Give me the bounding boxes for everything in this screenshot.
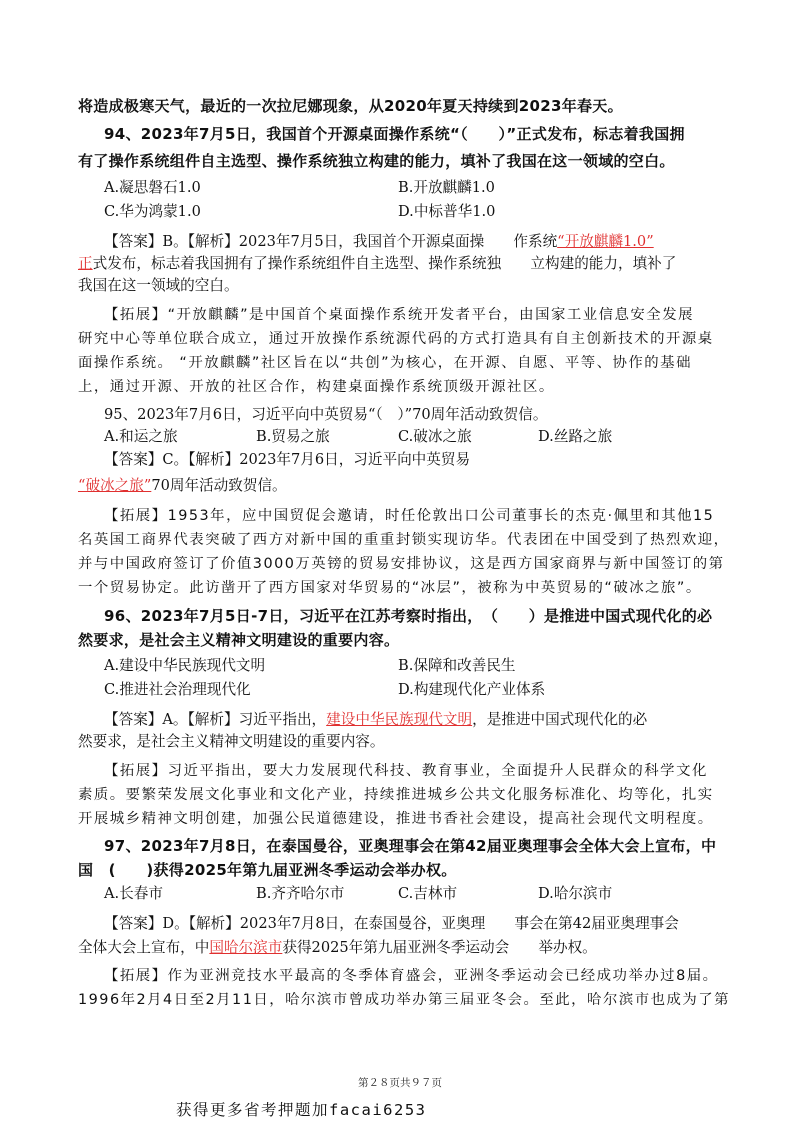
q94-answer-line3: 我国在这一领域的空白。 xyxy=(78,277,239,294)
q94-answer-highlight-2: 正 xyxy=(78,255,93,272)
q95-answer-highlight: “破冰之旅” xyxy=(78,477,152,494)
question-94-line2: 有了操作系统组件自主选型、操作系统独立构建的能力，填补了我国在这一领域的空白。 xyxy=(78,152,675,170)
q95-extension-line3: 并与中国政府签订了价值3000万英镑的贸易安排协议，这是西方国家商界与新中国签订的第 xyxy=(78,556,725,572)
q96-extension-line2: 素质。要繁荣发展文化事业和文化产业，持续推进城乡公共文化服务标准化、均等化，扎实 xyxy=(78,787,714,803)
q97-extension-line1: 【拓展】作为亚洲竞技水平最高的冬季体育盛会，亚洲冬季运动会已经成功举办过8届。 xyxy=(104,968,719,984)
q96-answer-text: 【答案】A。【解析】习近平指出， xyxy=(104,711,327,728)
q95-answer-line2 xyxy=(78,476,287,496)
q97-option-a: A.长春市 xyxy=(104,885,163,902)
q97-extension-line2: 1996年2月4日至2月11日，哈尔滨市曾成功举办第三届亚冬会。至此，哈尔滨市也成为了第 xyxy=(78,992,731,1008)
q94-answer-text: 【答案】B。【解析】2023年7月5日，我国首个开源桌面操 作系统 xyxy=(104,233,558,250)
q94-option-a: A.凝思磐石1.0 xyxy=(104,179,201,196)
q97-answer-line2 xyxy=(78,938,597,958)
promo-text: 获得更多省考押题加facai6253 xyxy=(176,1101,427,1119)
q94-answer-highlight: “开放麒麟1.0” xyxy=(557,233,654,250)
q97-option-b: B.齐齐哈尔市 xyxy=(256,885,345,902)
q96-answer-text-2: ，是推进中国式现代化的必 xyxy=(472,711,648,728)
q97-option-d: D.哈尔滨市 xyxy=(538,885,613,902)
q96-answer-line1 xyxy=(104,710,647,730)
q96-answer-highlight: 建设中华民族现代文明 xyxy=(326,711,473,728)
q95-extension-line1: 【拓展】1953年，应中国贸促会邀请，时任伦敦出口公司董事长的杰克·佩里和其他15 xyxy=(104,508,715,524)
q95-option-d: D.丝路之旅 xyxy=(538,428,613,445)
q94-extension-line3: 面操作系统。 “开放麒麟”社区旨在以“共创”为核心，在开源、自愿、平等、协作的基础 xyxy=(78,355,692,371)
q94-extension-line2: 研究中心等单位联合成立，通过开放操作系统源代码的方式打造具有自主创新技术的开源桌 xyxy=(78,331,714,347)
q96-answer-line2: 然要求，是社会主义精神文明建设的重要内容。 xyxy=(78,733,385,750)
question-97-line2: 国 ( )获得2025年第九届亚洲冬季运动会举办权。 xyxy=(78,861,457,879)
q94-extension-line1: 【拓展】“开放麒麟”是中国首个桌面操作系统开发者平台，由国家工业信息安全发展 xyxy=(104,307,694,323)
q94-option-c: C.华为鸿蒙1.0 xyxy=(104,203,201,220)
q95-option-b: B.贸易之旅 xyxy=(256,428,330,445)
q97-answer-text: 全体大会上宣布，中 xyxy=(78,939,210,956)
question-94-line1: 94、2023年7月5日，我国首个开源桌面操作系统“（ ）”正式发布，标志着我国拥 xyxy=(104,125,685,143)
q96-extension-line3: 开展城乡精神文明创建，加强公民道德建设，推进书香社会建设，提高社会现代文明程度。 xyxy=(78,811,714,827)
q95-option-a: A.和运之旅 xyxy=(104,428,178,445)
q96-option-b: B.保障和改善民生 xyxy=(398,657,516,674)
q96-option-d: D.构建现代化产业体系 xyxy=(398,681,546,698)
q96-extension-line1: 【拓展】习近平指出，要大力发展现代科技、教育事业，全面提升人民群众的科学文化 xyxy=(104,763,708,779)
q94-answer-line2 xyxy=(78,254,676,274)
q97-answer-text-2: 获得2025年第九届亚洲冬季运动会 举办权。 xyxy=(282,939,597,956)
q97-answer-line1: 【答案】D。【解析】2023年7月8日，在泰国曼谷，亚奥理 事会在第42届亚奥理事会 xyxy=(104,915,679,932)
q96-option-a: A.建设中华民族现代文明 xyxy=(104,657,266,674)
q94-answer-text-2: 式发布，标志着我国拥有了操作系统组件自主选型、操作系统独 立构建的能力，填补了 xyxy=(92,255,677,272)
page-number: 第２８页共９７页 xyxy=(358,1077,442,1089)
q95-extension-line2: 名英国工商界代表突破了西方对新中国的重重封锁实现访华。代表团在中国受到了热烈欢迎， xyxy=(78,532,730,548)
question-95-line1: 95、2023年7月6日，习近平向中英贸易“（ ）”70周年活动致贺信。 xyxy=(104,406,548,423)
q95-extension-line4: 一个贸易协定。此访凿开了西方国家对华贸易的“冰层”，被称为中英贸易的“破冰之旅”。 xyxy=(78,580,702,596)
question-96-line2: 然要求，是社会主义精神文明建设的重要内容。 xyxy=(78,631,400,649)
question-96-line1: 96、2023年7月5日-7日，习近平在江苏考察时指出， （ ）是推进中国式现代化的必 xyxy=(104,607,713,625)
q95-answer-text-2: 70周年活动致贺信。 xyxy=(151,477,287,494)
q97-answer-highlight: 国哈尔滨市 xyxy=(209,939,283,956)
q94-option-d: D.中标普华1.0 xyxy=(398,203,496,220)
q95-option-c: C.破冰之旅 xyxy=(398,428,472,445)
q94-answer-line1 xyxy=(104,232,654,252)
q94-option-b: B.开放麒麟1.0 xyxy=(398,179,495,196)
q96-option-c: C.推进社会治理现代化 xyxy=(104,681,251,698)
q94-extension-line4: 上，通过开源、开放的社区合作，构建桌面操作系统顶级开源社区。 xyxy=(78,379,555,395)
q97-option-c: C.吉林市 xyxy=(398,885,458,902)
question-97-line1: 97、2023年7月8日，在泰国曼谷，亚奥理事会在第42届亚奥理事会全体大会上宣布，中 xyxy=(104,837,717,855)
carryover-line: 将造成极寒天气，最近的一次拉尼娜现象，从2020年夏天持续到2023年春天。 xyxy=(78,97,623,115)
q95-answer-line1: 【答案】C。【解析】2023年7月6日，习近平向中英贸易 xyxy=(104,451,471,468)
